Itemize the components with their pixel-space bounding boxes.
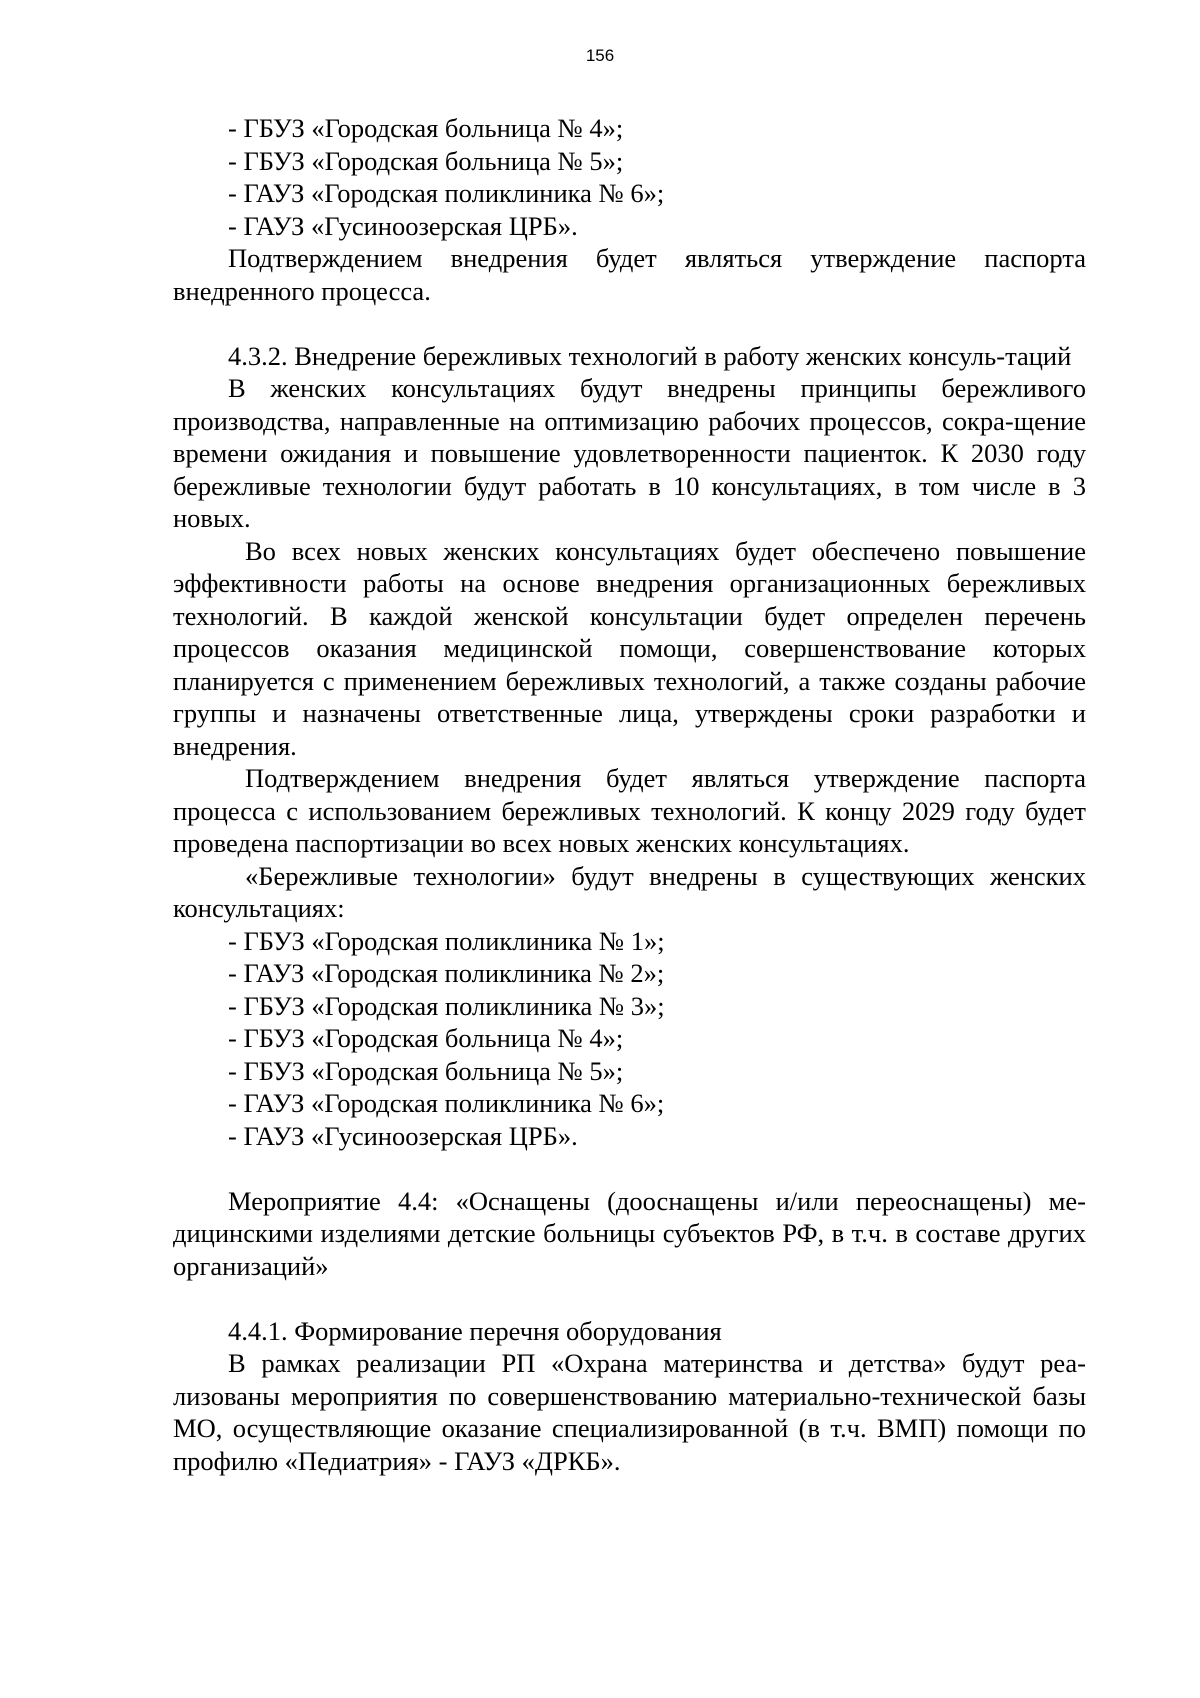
list-item: - ГБУЗ «Городская больница № 4»;	[228, 113, 624, 143]
list-item: - ГАУЗ «Гусиноозерская ЦРБ».	[228, 210, 578, 241]
paragraph: Подтверждением внедрения будет являться утверждение паспорта процесса с использованием бережливых технологий. К концу 2029 году будет проведена паспортизации во всех новых женских консультациях.	[173, 763, 1086, 858]
section-heading-4-4-1: 4.4.1. Формирование перечня оборудования	[228, 1315, 722, 1346]
list-item: - ГБУЗ «Городская поликлиника № 1»;	[228, 925, 665, 956]
list-item: - ГБУЗ «Городская больница № 5»;	[228, 1055, 624, 1086]
spacer	[173, 1152, 1086, 1185]
list-item: - ГБУЗ «Городская больница № 4»;	[228, 1023, 624, 1053]
section-heading-4-3-2: 4.3.2. Внедрение бережливых технологий в работу женских консуль-таций	[228, 340, 1072, 371]
list-item: - ГАУЗ «Городская поликлиника № 2»;	[228, 958, 665, 988]
paragraph: В женских консультациях будут внедрены принципы бережливого производства, направленные на оптимизацию рабочих процессов, сокра-щение времени ожидания и повышение удовлетворенности пациенток. К 2030 году бережливые технологии будут работать в 10 консультациях, в том числе в 3 новых.	[173, 373, 1086, 533]
spacer	[173, 307, 1086, 340]
list-item: - ГАУЗ «Гусиноозерская ЦРБ».	[228, 1120, 578, 1151]
list-item: - ГБУЗ «Городская поликлиника № 3»;	[228, 990, 665, 1021]
measure-4-4: Мероприятие 4.4: «Оснащены (дооснащены и/или переоснащены) ме-дицинскими изделиями детские больницы субъектов РФ, в т.ч. в составе других организаций»	[173, 1185, 1086, 1281]
list-existing-consultations	[173, 925, 1086, 1153]
document-body	[173, 112, 1086, 1477]
list-top	[173, 112, 1086, 242]
list-item: - ГБУЗ «Городская больница № 5»;	[228, 145, 624, 176]
list-item: - ГАУЗ «Городская поликлиника № 6»;	[228, 178, 665, 208]
page-number: 156	[585, 46, 615, 65]
list-item: - ГАУЗ «Городская поликлиника № 6»;	[228, 1088, 665, 1118]
paragraph-confirmation: Подтверждением внедрения будет являться утверждение паспорта внедренного процесса.	[173, 243, 1086, 306]
spacer	[173, 1282, 1086, 1315]
paragraph: Во всех новых женских консультациях будет обеспечено повышение эффективности работы на основе внедрения организационных бережливых технологий. В каждой женской консультации будет определен перечень процессов оказания медицинской помощи, совершенствование которых планируется с применением бережливых технологий, а также созданы рабочие группы и назначены ответственные лица, утверждены сроки разработки и внедрения.	[173, 535, 1086, 761]
paragraph: «Бережливые технологии» будут внедрены в существующих женских консультациях:	[173, 860, 1086, 923]
paragraph: В рамках реализации РП «Охрана материнства и детства» будут реа-лизованы мероприятия по совершенствованию материально-технической базы МО, осуществляющие оказание специализированной (в т.ч. ВМП) помощи по профилю «Педиатрия» - ГАУЗ «ДРКБ».	[173, 1348, 1086, 1476]
